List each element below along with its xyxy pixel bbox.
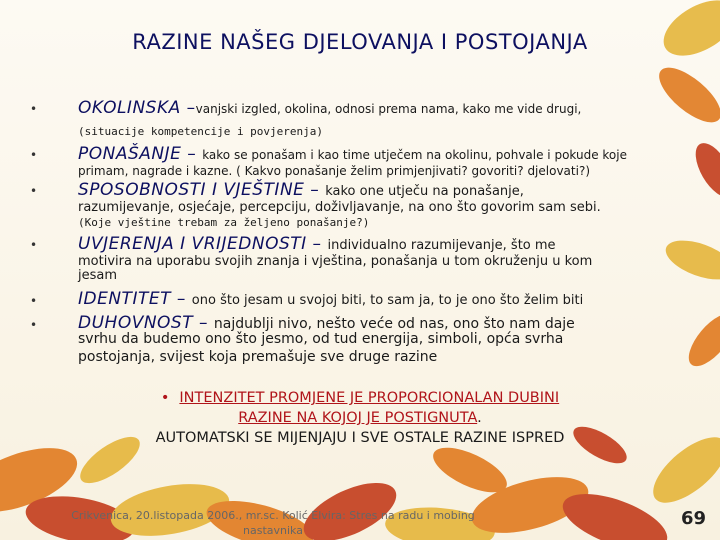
highlight-line-3: AUTOMATSKI SE MIJENJAJU I SVE OSTALE RAZINE ISPRED — [155, 430, 565, 446]
item-sub: (Koje vještine trebam za željeno ponašanje?) — [78, 216, 370, 229]
slide-title: RAZINE NAŠEG DJELOVANJA I POSTOJANJA — [132, 30, 588, 54]
item-sub: jesam — [78, 268, 118, 283]
bullet: • — [30, 294, 38, 308]
item-heading: DUHOVNOST – najdublji nivo, nešto veće od nas, ono što nam daje — [78, 313, 575, 333]
page-number: 69 — [680, 508, 706, 529]
highlight-line-1: • INTENZITET PROMJENE JE PROPORCIONALAN DUBINI — [160, 390, 560, 406]
item-heading: UVJERENJA I VRIJEDNOSTI – individualno razumijevanje, što me — [78, 234, 556, 254]
item-description: najdublji nivo, nešto veće od nas, ono što nam daje — [213, 316, 575, 332]
item-sub: motivira na uporabu svojih znanja i vještina, ponašanja u tom okruženju u kom — [78, 254, 593, 269]
item-sub: primam, nagrade i kazne. ( Kakvo ponašanje želim primjenjivati? govoriti? djelovati?) — [78, 164, 590, 178]
item-sub: (situacije kompetencije i povjerenja) — [78, 125, 324, 138]
item-description: ono što jesam u svojoj biti, to sam ja, to je ono što želim biti — [191, 293, 584, 308]
footer-line-1: Crikvenica, 20.listopada 2006., mr.sc. Kolić Elvira: Stres na radu i mobing — [71, 509, 475, 522]
footer-line-2: nastavnika — [243, 524, 303, 537]
highlight-note — [0, 388, 720, 448]
item-sub: svrhu da budemo ono što jesmo, od tud energija, simboli, opća svrha — [78, 331, 564, 347]
bullet: • — [30, 102, 38, 116]
item-heading: PONAŠANJE – kako se ponašam i kao time utječem na okolinu, pohvale i pokude koje — [78, 144, 627, 164]
item-description: individualno razumijevanje, što me — [327, 238, 556, 253]
item-heading: IDENTITET – ono što jesam u svojoj biti, to sam ja, to je ono što želim biti — [78, 289, 584, 309]
item-sub: postojanja, svijest koja premašuje sve druge razine — [78, 349, 438, 365]
item-heading: OKOLINSKA –vanjski izgled, okolina, odnosi prema nama, kako me vide drugi, — [78, 98, 582, 118]
bullet: • — [30, 318, 38, 332]
item-description: vanjski izgled, okolina, odnosi prema nama, kako me vide drugi, — [195, 102, 582, 116]
highlight-line-2: RAZINE NA KOJOJ JE POSTIGNUTA. — [238, 410, 482, 426]
bullet: • — [30, 184, 38, 198]
bullet: • — [30, 238, 38, 252]
item-description: kako one utječu na ponašanje, — [325, 184, 524, 199]
item-heading: SPOSOBNOSTI I VJEŠTINE – kako one utječu na ponašanje, — [78, 180, 524, 200]
bullet: • — [30, 148, 38, 162]
item-sub: razumijevanje, osjećaje, percepciju, doživljavanje, na ono što govorim sam sebi. — [78, 200, 601, 215]
item-description: kako se ponašam i kao time utječem na okolinu, pohvale i pokude koje — [202, 148, 627, 162]
footer — [38, 508, 508, 538]
